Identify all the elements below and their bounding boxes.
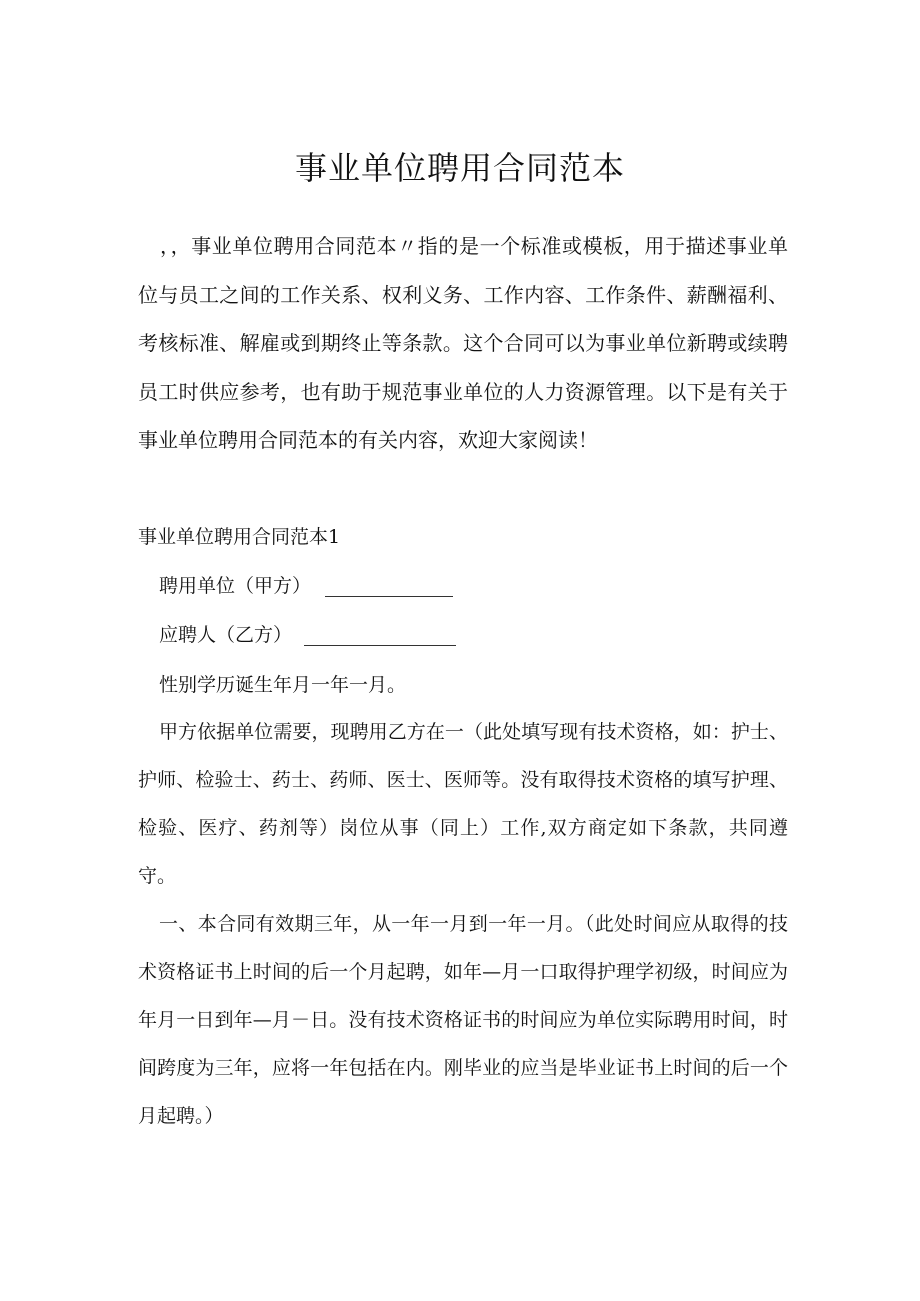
document-title: 事业单位聘用合同范本 <box>294 149 625 187</box>
gender-education-line: 性别学历诞生年月一年一月。 <box>159 674 407 696</box>
body-paragraph-position: 甲方依据单位需要，现聘用乙方在一（此处填写现有技术资格，如：护士、护师、检验士、药士、药师、医士、医师等。没有取得技术资格的填写护理、检验、医疗、药剂等）岗位从事（同上）工作,双方商定如下条款，共同遵守。 <box>138 721 788 887</box>
party-a-blank-line <box>325 576 453 597</box>
intro-paragraph: ，，事业单位聘用合同范本〃指的是一个标准或模板，用于描述事业单位与员工之间的工作关系、权利义务、工作内容、工作条件、薪酬福利、考核标准、解雇或到期终止等条款。这个合同可以为事业单位新聘或续聘员工时供应参考，也有助于规范事业单位的人力资源管理。以下是有关于事业单位聘用合同范本的有关内容，欢迎大家阅读！ <box>138 234 788 452</box>
body-paragraph-term: 一、本合同有效期三年，从一年一月到一年一月。（此处时间应从取得的技术资格证书上时间的后一个月起聘，如年—月一口取得护理学初级，时间应为年月一日到年—月－日。没有技术资格证书的时间应为单位实际聘用时间，时间跨度为三年，应将一年包括在内。刚毕业的应当是毕业证书上时间的后一个月起聘。） <box>138 913 788 1127</box>
party-a-row <box>159 571 453 601</box>
party-b-blank-line <box>304 625 456 646</box>
party-b-row <box>159 620 456 650</box>
party-b-label: 应聘人（乙方） <box>159 624 293 646</box>
party-a-label: 聘用单位（甲方） <box>159 575 312 597</box>
section-heading: 事业单位聘用合同范本1 <box>138 526 341 548</box>
